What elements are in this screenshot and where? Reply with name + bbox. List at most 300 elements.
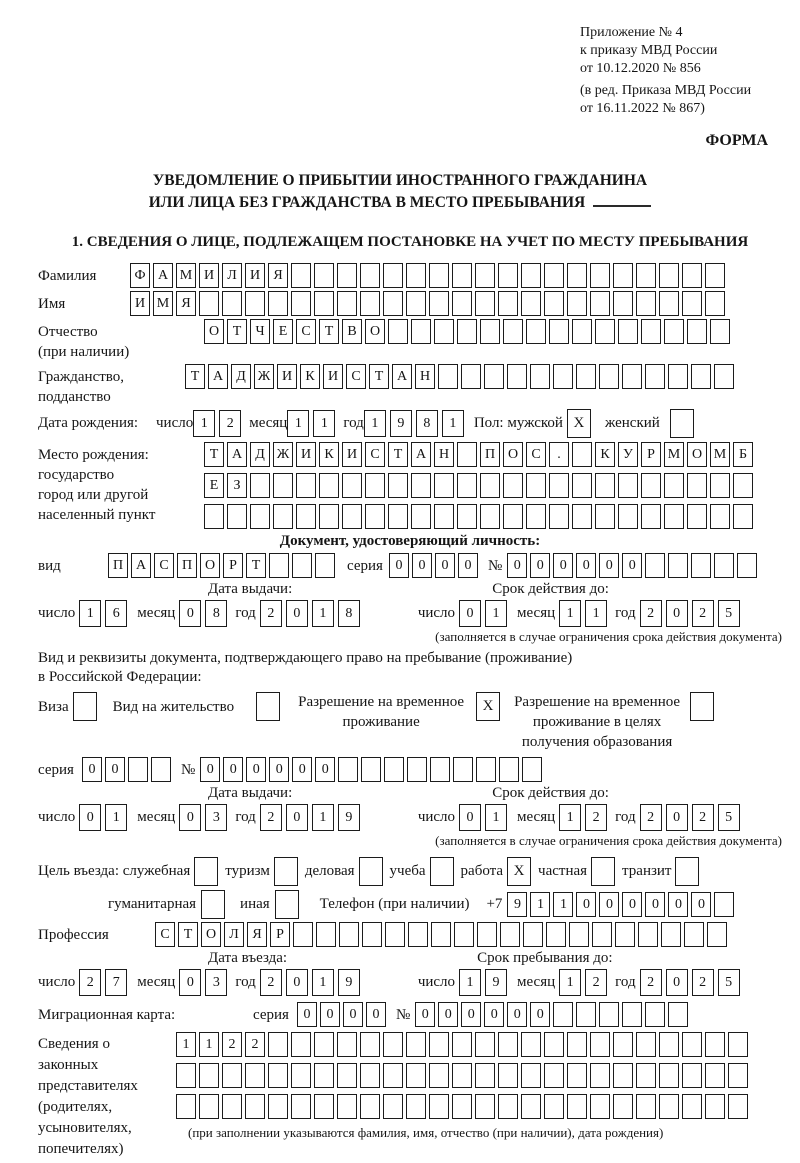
- char-cell[interactable]: [567, 263, 587, 288]
- char-cell[interactable]: 0: [286, 969, 308, 996]
- char-cell[interactable]: [222, 1063, 242, 1088]
- char-cell[interactable]: [338, 757, 358, 782]
- char-cell[interactable]: 1: [287, 410, 309, 437]
- char-cell[interactable]: П: [480, 442, 500, 467]
- char-cell[interactable]: [618, 473, 638, 498]
- char-cell[interactable]: [503, 319, 523, 344]
- char-cell[interactable]: [523, 922, 543, 947]
- char-cell[interactable]: 1: [485, 804, 507, 831]
- char-cell[interactable]: [544, 291, 564, 316]
- char-cell[interactable]: [687, 319, 707, 344]
- char-cell[interactable]: [636, 291, 656, 316]
- char-cell[interactable]: 0: [691, 892, 711, 917]
- char-cell[interactable]: [499, 757, 519, 782]
- char-cell[interactable]: 2: [692, 804, 714, 831]
- char-cell[interactable]: [641, 319, 661, 344]
- char-cell[interactable]: [314, 291, 334, 316]
- char-cell[interactable]: 0: [82, 757, 102, 782]
- char-cell[interactable]: Т: [246, 553, 266, 578]
- char-cell[interactable]: [522, 757, 542, 782]
- char-cell[interactable]: [526, 504, 546, 529]
- char-cell[interactable]: [365, 473, 385, 498]
- char-cell[interactable]: [595, 504, 615, 529]
- char-cell[interactable]: 1: [79, 600, 101, 627]
- char-cell[interactable]: [411, 319, 431, 344]
- char-cell[interactable]: [521, 291, 541, 316]
- char-cell[interactable]: [434, 473, 454, 498]
- char-cell[interactable]: [714, 553, 734, 578]
- char-cell[interactable]: [457, 319, 477, 344]
- char-cell[interactable]: 0: [412, 553, 432, 578]
- char-cell[interactable]: 2: [640, 804, 662, 831]
- char-cell[interactable]: Я: [268, 263, 288, 288]
- char-cell[interactable]: [705, 291, 725, 316]
- char-cell[interactable]: [245, 1063, 265, 1088]
- char-cell[interactable]: О: [201, 922, 221, 947]
- char-cell[interactable]: [360, 1094, 380, 1119]
- char-cell[interactable]: [151, 757, 171, 782]
- char-cell[interactable]: Ч: [250, 319, 270, 344]
- char-cell[interactable]: Е: [273, 319, 293, 344]
- char-cell[interactable]: [503, 504, 523, 529]
- char-cell[interactable]: [521, 263, 541, 288]
- char-cell[interactable]: 2: [640, 969, 662, 996]
- char-cell[interactable]: [682, 1094, 702, 1119]
- char-cell[interactable]: [388, 319, 408, 344]
- char-cell[interactable]: [176, 1063, 196, 1088]
- char-cell[interactable]: [733, 504, 753, 529]
- char-cell[interactable]: 8: [338, 600, 360, 627]
- char-cell[interactable]: [733, 473, 753, 498]
- char-cell[interactable]: [728, 1063, 748, 1088]
- char-cell[interactable]: [199, 1063, 219, 1088]
- char-cell[interactable]: И: [199, 263, 219, 288]
- char-cell[interactable]: [452, 263, 472, 288]
- char-cell[interactable]: 0: [179, 804, 201, 831]
- char-cell[interactable]: Т: [227, 319, 247, 344]
- char-cell[interactable]: Л: [222, 263, 242, 288]
- char-cell[interactable]: [572, 442, 592, 467]
- purpose-private-checkbox[interactable]: [591, 857, 615, 886]
- char-cell[interactable]: 1: [312, 969, 334, 996]
- char-cell[interactable]: [638, 922, 658, 947]
- char-cell[interactable]: 0: [269, 757, 289, 782]
- char-cell[interactable]: 0: [599, 553, 619, 578]
- char-cell[interactable]: 1: [559, 600, 581, 627]
- char-cell[interactable]: [222, 1094, 242, 1119]
- purpose-study-checkbox[interactable]: [430, 857, 454, 886]
- char-cell[interactable]: [337, 1094, 357, 1119]
- char-cell[interactable]: [544, 1063, 564, 1088]
- char-cell[interactable]: [453, 757, 473, 782]
- char-cell[interactable]: 0: [246, 757, 266, 782]
- char-cell[interactable]: [337, 1063, 357, 1088]
- char-cell[interactable]: [452, 1063, 472, 1088]
- char-cell[interactable]: [293, 922, 313, 947]
- char-cell[interactable]: [339, 922, 359, 947]
- char-cell[interactable]: С: [154, 553, 174, 578]
- char-cell[interactable]: [319, 473, 339, 498]
- char-cell[interactable]: И: [245, 263, 265, 288]
- char-cell[interactable]: С: [526, 442, 546, 467]
- char-cell[interactable]: [461, 364, 481, 389]
- char-cell[interactable]: [411, 473, 431, 498]
- char-cell[interactable]: [383, 1094, 403, 1119]
- char-cell[interactable]: Я: [176, 291, 196, 316]
- char-cell[interactable]: С: [346, 364, 366, 389]
- char-cell[interactable]: [567, 1063, 587, 1088]
- char-cell[interactable]: [342, 473, 362, 498]
- char-cell[interactable]: [457, 473, 477, 498]
- char-cell[interactable]: [406, 1032, 426, 1057]
- char-cell[interactable]: 1: [105, 804, 127, 831]
- char-cell[interactable]: К: [319, 442, 339, 467]
- char-cell[interactable]: К: [595, 442, 615, 467]
- char-cell[interactable]: [406, 1094, 426, 1119]
- char-cell[interactable]: 9: [338, 804, 360, 831]
- temp-permit-checkbox[interactable]: X: [476, 692, 500, 721]
- char-cell[interactable]: 0: [622, 892, 642, 917]
- char-cell[interactable]: А: [208, 364, 228, 389]
- char-cell[interactable]: [337, 1032, 357, 1057]
- char-cell[interactable]: [613, 1094, 633, 1119]
- char-cell[interactable]: Р: [270, 922, 290, 947]
- char-cell[interactable]: [553, 1002, 573, 1027]
- char-cell[interactable]: [507, 364, 527, 389]
- purpose-tourism-checkbox[interactable]: [274, 857, 298, 886]
- char-cell[interactable]: [434, 319, 454, 344]
- char-cell[interactable]: [682, 1032, 702, 1057]
- char-cell[interactable]: [429, 1094, 449, 1119]
- char-cell[interactable]: [710, 319, 730, 344]
- char-cell[interactable]: 0: [530, 553, 550, 578]
- char-cell[interactable]: [691, 364, 711, 389]
- char-cell[interactable]: [615, 922, 635, 947]
- char-cell[interactable]: И: [323, 364, 343, 389]
- char-cell[interactable]: 0: [507, 553, 527, 578]
- char-cell[interactable]: [682, 1063, 702, 1088]
- char-cell[interactable]: Т: [204, 442, 224, 467]
- char-cell[interactable]: 0: [286, 600, 308, 627]
- char-cell[interactable]: [572, 473, 592, 498]
- char-cell[interactable]: [250, 504, 270, 529]
- char-cell[interactable]: [454, 922, 474, 947]
- char-cell[interactable]: [315, 553, 335, 578]
- char-cell[interactable]: [684, 922, 704, 947]
- char-cell[interactable]: [475, 1032, 495, 1057]
- char-cell[interactable]: [222, 291, 242, 316]
- char-cell[interactable]: 0: [286, 804, 308, 831]
- char-cell[interactable]: [728, 1032, 748, 1057]
- char-cell[interactable]: 1: [312, 600, 334, 627]
- char-cell[interactable]: [613, 291, 633, 316]
- char-cell[interactable]: 0: [223, 757, 243, 782]
- char-cell[interactable]: А: [227, 442, 247, 467]
- char-cell[interactable]: [342, 504, 362, 529]
- char-cell[interactable]: А: [131, 553, 151, 578]
- char-cell[interactable]: 5: [718, 969, 740, 996]
- char-cell[interactable]: 0: [438, 1002, 458, 1027]
- char-cell[interactable]: [544, 1032, 564, 1057]
- char-cell[interactable]: [457, 442, 477, 467]
- char-cell[interactable]: 2: [222, 1032, 242, 1057]
- char-cell[interactable]: 9: [338, 969, 360, 996]
- char-cell[interactable]: [245, 1094, 265, 1119]
- char-cell[interactable]: 1: [553, 892, 573, 917]
- char-cell[interactable]: [498, 263, 518, 288]
- char-cell[interactable]: Т: [178, 922, 198, 947]
- char-cell[interactable]: С: [296, 319, 316, 344]
- char-cell[interactable]: [475, 263, 495, 288]
- char-cell[interactable]: 0: [666, 600, 688, 627]
- char-cell[interactable]: 0: [297, 1002, 317, 1027]
- char-cell[interactable]: [484, 364, 504, 389]
- char-cell[interactable]: [360, 1032, 380, 1057]
- char-cell[interactable]: А: [153, 263, 173, 288]
- char-cell[interactable]: [296, 473, 316, 498]
- char-cell[interactable]: [227, 504, 247, 529]
- char-cell[interactable]: 0: [666, 804, 688, 831]
- char-cell[interactable]: [636, 263, 656, 288]
- char-cell[interactable]: И: [296, 442, 316, 467]
- char-cell[interactable]: О: [503, 442, 523, 467]
- char-cell[interactable]: 0: [292, 757, 312, 782]
- char-cell[interactable]: 0: [459, 804, 481, 831]
- char-cell[interactable]: 1: [312, 804, 334, 831]
- char-cell[interactable]: [316, 922, 336, 947]
- char-cell[interactable]: [567, 291, 587, 316]
- char-cell[interactable]: Я: [247, 922, 267, 947]
- char-cell[interactable]: К: [300, 364, 320, 389]
- char-cell[interactable]: 2: [640, 600, 662, 627]
- char-cell[interactable]: [636, 1032, 656, 1057]
- char-cell[interactable]: [549, 504, 569, 529]
- char-cell[interactable]: 5: [718, 600, 740, 627]
- char-cell[interactable]: 1: [176, 1032, 196, 1057]
- char-cell[interactable]: [682, 291, 702, 316]
- char-cell[interactable]: [590, 263, 610, 288]
- char-cell[interactable]: 6: [105, 600, 127, 627]
- char-cell[interactable]: 0: [668, 892, 688, 917]
- char-cell[interactable]: [645, 553, 665, 578]
- char-cell[interactable]: 2: [245, 1032, 265, 1057]
- char-cell[interactable]: Ж: [254, 364, 274, 389]
- char-cell[interactable]: [292, 553, 312, 578]
- char-cell[interactable]: [576, 364, 596, 389]
- char-cell[interactable]: [659, 1094, 679, 1119]
- char-cell[interactable]: [503, 473, 523, 498]
- edu-permit-checkbox[interactable]: [690, 692, 714, 721]
- char-cell[interactable]: [498, 1032, 518, 1057]
- char-cell[interactable]: [526, 473, 546, 498]
- char-cell[interactable]: [477, 922, 497, 947]
- purpose-transit-checkbox[interactable]: [675, 857, 699, 886]
- char-cell[interactable]: [383, 263, 403, 288]
- char-cell[interactable]: [429, 291, 449, 316]
- char-cell[interactable]: 9: [507, 892, 527, 917]
- char-cell[interactable]: Т: [388, 442, 408, 467]
- char-cell[interactable]: [707, 922, 727, 947]
- char-cell[interactable]: [622, 1002, 642, 1027]
- char-cell[interactable]: [661, 922, 681, 947]
- char-cell[interactable]: [618, 319, 638, 344]
- char-cell[interactable]: 2: [79, 969, 101, 996]
- char-cell[interactable]: [480, 504, 500, 529]
- char-cell[interactable]: П: [177, 553, 197, 578]
- char-cell[interactable]: Р: [641, 442, 661, 467]
- char-cell[interactable]: 1: [313, 410, 335, 437]
- char-cell[interactable]: [411, 504, 431, 529]
- char-cell[interactable]: 0: [179, 969, 201, 996]
- char-cell[interactable]: [714, 892, 734, 917]
- char-cell[interactable]: [668, 553, 688, 578]
- char-cell[interactable]: 1: [559, 969, 581, 996]
- char-cell[interactable]: [500, 922, 520, 947]
- char-cell[interactable]: [406, 1063, 426, 1088]
- char-cell[interactable]: 1: [364, 410, 386, 437]
- char-cell[interactable]: [199, 291, 219, 316]
- char-cell[interactable]: [544, 263, 564, 288]
- char-cell[interactable]: О: [204, 319, 224, 344]
- char-cell[interactable]: [705, 263, 725, 288]
- char-cell[interactable]: [429, 1063, 449, 1088]
- char-cell[interactable]: [645, 364, 665, 389]
- char-cell[interactable]: 0: [179, 600, 201, 627]
- char-cell[interactable]: [383, 291, 403, 316]
- char-cell[interactable]: [710, 504, 730, 529]
- char-cell[interactable]: 0: [622, 553, 642, 578]
- char-cell[interactable]: [291, 1032, 311, 1057]
- char-cell[interactable]: [599, 1002, 619, 1027]
- char-cell[interactable]: [314, 263, 334, 288]
- char-cell[interactable]: [687, 504, 707, 529]
- char-cell[interactable]: 0: [553, 553, 573, 578]
- char-cell[interactable]: [737, 553, 757, 578]
- purpose-official-checkbox[interactable]: [194, 857, 218, 886]
- char-cell[interactable]: [549, 319, 569, 344]
- char-cell[interactable]: [269, 553, 289, 578]
- char-cell[interactable]: [384, 757, 404, 782]
- char-cell[interactable]: [572, 319, 592, 344]
- char-cell[interactable]: 2: [260, 600, 282, 627]
- char-cell[interactable]: А: [411, 442, 431, 467]
- char-cell[interactable]: [388, 504, 408, 529]
- purpose-humanitarian-checkbox[interactable]: [201, 890, 225, 919]
- char-cell[interactable]: [668, 364, 688, 389]
- char-cell[interactable]: [475, 1063, 495, 1088]
- char-cell[interactable]: [636, 1094, 656, 1119]
- char-cell[interactable]: [268, 291, 288, 316]
- char-cell[interactable]: 0: [105, 757, 125, 782]
- char-cell[interactable]: [337, 291, 357, 316]
- char-cell[interactable]: [429, 263, 449, 288]
- char-cell[interactable]: 0: [666, 969, 688, 996]
- char-cell[interactable]: 2: [219, 410, 241, 437]
- char-cell[interactable]: [595, 319, 615, 344]
- char-cell[interactable]: 0: [484, 1002, 504, 1027]
- char-cell[interactable]: [613, 1032, 633, 1057]
- char-cell[interactable]: [406, 263, 426, 288]
- char-cell[interactable]: [362, 922, 382, 947]
- char-cell[interactable]: [314, 1063, 334, 1088]
- char-cell[interactable]: 2: [692, 969, 714, 996]
- char-cell[interactable]: О: [200, 553, 220, 578]
- char-cell[interactable]: [498, 1094, 518, 1119]
- char-cell[interactable]: [383, 1032, 403, 1057]
- char-cell[interactable]: [291, 291, 311, 316]
- char-cell[interactable]: [314, 1032, 334, 1057]
- char-cell[interactable]: [268, 1032, 288, 1057]
- char-cell[interactable]: И: [130, 291, 150, 316]
- char-cell[interactable]: 1: [199, 1032, 219, 1057]
- sex-female-checkbox[interactable]: [670, 409, 694, 438]
- char-cell[interactable]: [705, 1094, 725, 1119]
- char-cell[interactable]: 0: [435, 553, 455, 578]
- char-cell[interactable]: [475, 1094, 495, 1119]
- char-cell[interactable]: [544, 1094, 564, 1119]
- char-cell[interactable]: И: [277, 364, 297, 389]
- char-cell[interactable]: 1: [485, 600, 507, 627]
- char-cell[interactable]: С: [155, 922, 175, 947]
- char-cell[interactable]: [360, 1063, 380, 1088]
- char-cell[interactable]: [659, 1063, 679, 1088]
- char-cell[interactable]: Л: [224, 922, 244, 947]
- char-cell[interactable]: [360, 263, 380, 288]
- char-cell[interactable]: [590, 1063, 610, 1088]
- char-cell[interactable]: 0: [415, 1002, 435, 1027]
- char-cell[interactable]: Ж: [273, 442, 293, 467]
- char-cell[interactable]: [314, 1094, 334, 1119]
- char-cell[interactable]: 3: [205, 804, 227, 831]
- char-cell[interactable]: 2: [692, 600, 714, 627]
- char-cell[interactable]: 0: [320, 1002, 340, 1027]
- char-cell[interactable]: [204, 504, 224, 529]
- char-cell[interactable]: [659, 291, 679, 316]
- char-cell[interactable]: [385, 922, 405, 947]
- char-cell[interactable]: [567, 1032, 587, 1057]
- char-cell[interactable]: 8: [416, 410, 438, 437]
- char-cell[interactable]: [498, 291, 518, 316]
- char-cell[interactable]: 0: [530, 1002, 550, 1027]
- char-cell[interactable]: Д: [250, 442, 270, 467]
- char-cell[interactable]: [498, 1063, 518, 1088]
- char-cell[interactable]: [408, 922, 428, 947]
- char-cell[interactable]: [590, 1032, 610, 1057]
- char-cell[interactable]: [668, 1002, 688, 1027]
- char-cell[interactable]: 1: [559, 804, 581, 831]
- char-cell[interactable]: О: [687, 442, 707, 467]
- char-cell[interactable]: [664, 319, 684, 344]
- char-cell[interactable]: 0: [461, 1002, 481, 1027]
- char-cell[interactable]: Н: [415, 364, 435, 389]
- char-cell[interactable]: [250, 473, 270, 498]
- char-cell[interactable]: [521, 1094, 541, 1119]
- char-cell[interactable]: [199, 1094, 219, 1119]
- char-cell[interactable]: [406, 291, 426, 316]
- char-cell[interactable]: 0: [389, 553, 409, 578]
- char-cell[interactable]: 2: [260, 969, 282, 996]
- char-cell[interactable]: 0: [507, 1002, 527, 1027]
- char-cell[interactable]: Т: [369, 364, 389, 389]
- char-cell[interactable]: [659, 263, 679, 288]
- char-cell[interactable]: [291, 1063, 311, 1088]
- char-cell[interactable]: П: [108, 553, 128, 578]
- char-cell[interactable]: 1: [585, 600, 607, 627]
- char-cell[interactable]: 0: [576, 553, 596, 578]
- char-cell[interactable]: М: [153, 291, 173, 316]
- char-cell[interactable]: [365, 504, 385, 529]
- char-cell[interactable]: [530, 364, 550, 389]
